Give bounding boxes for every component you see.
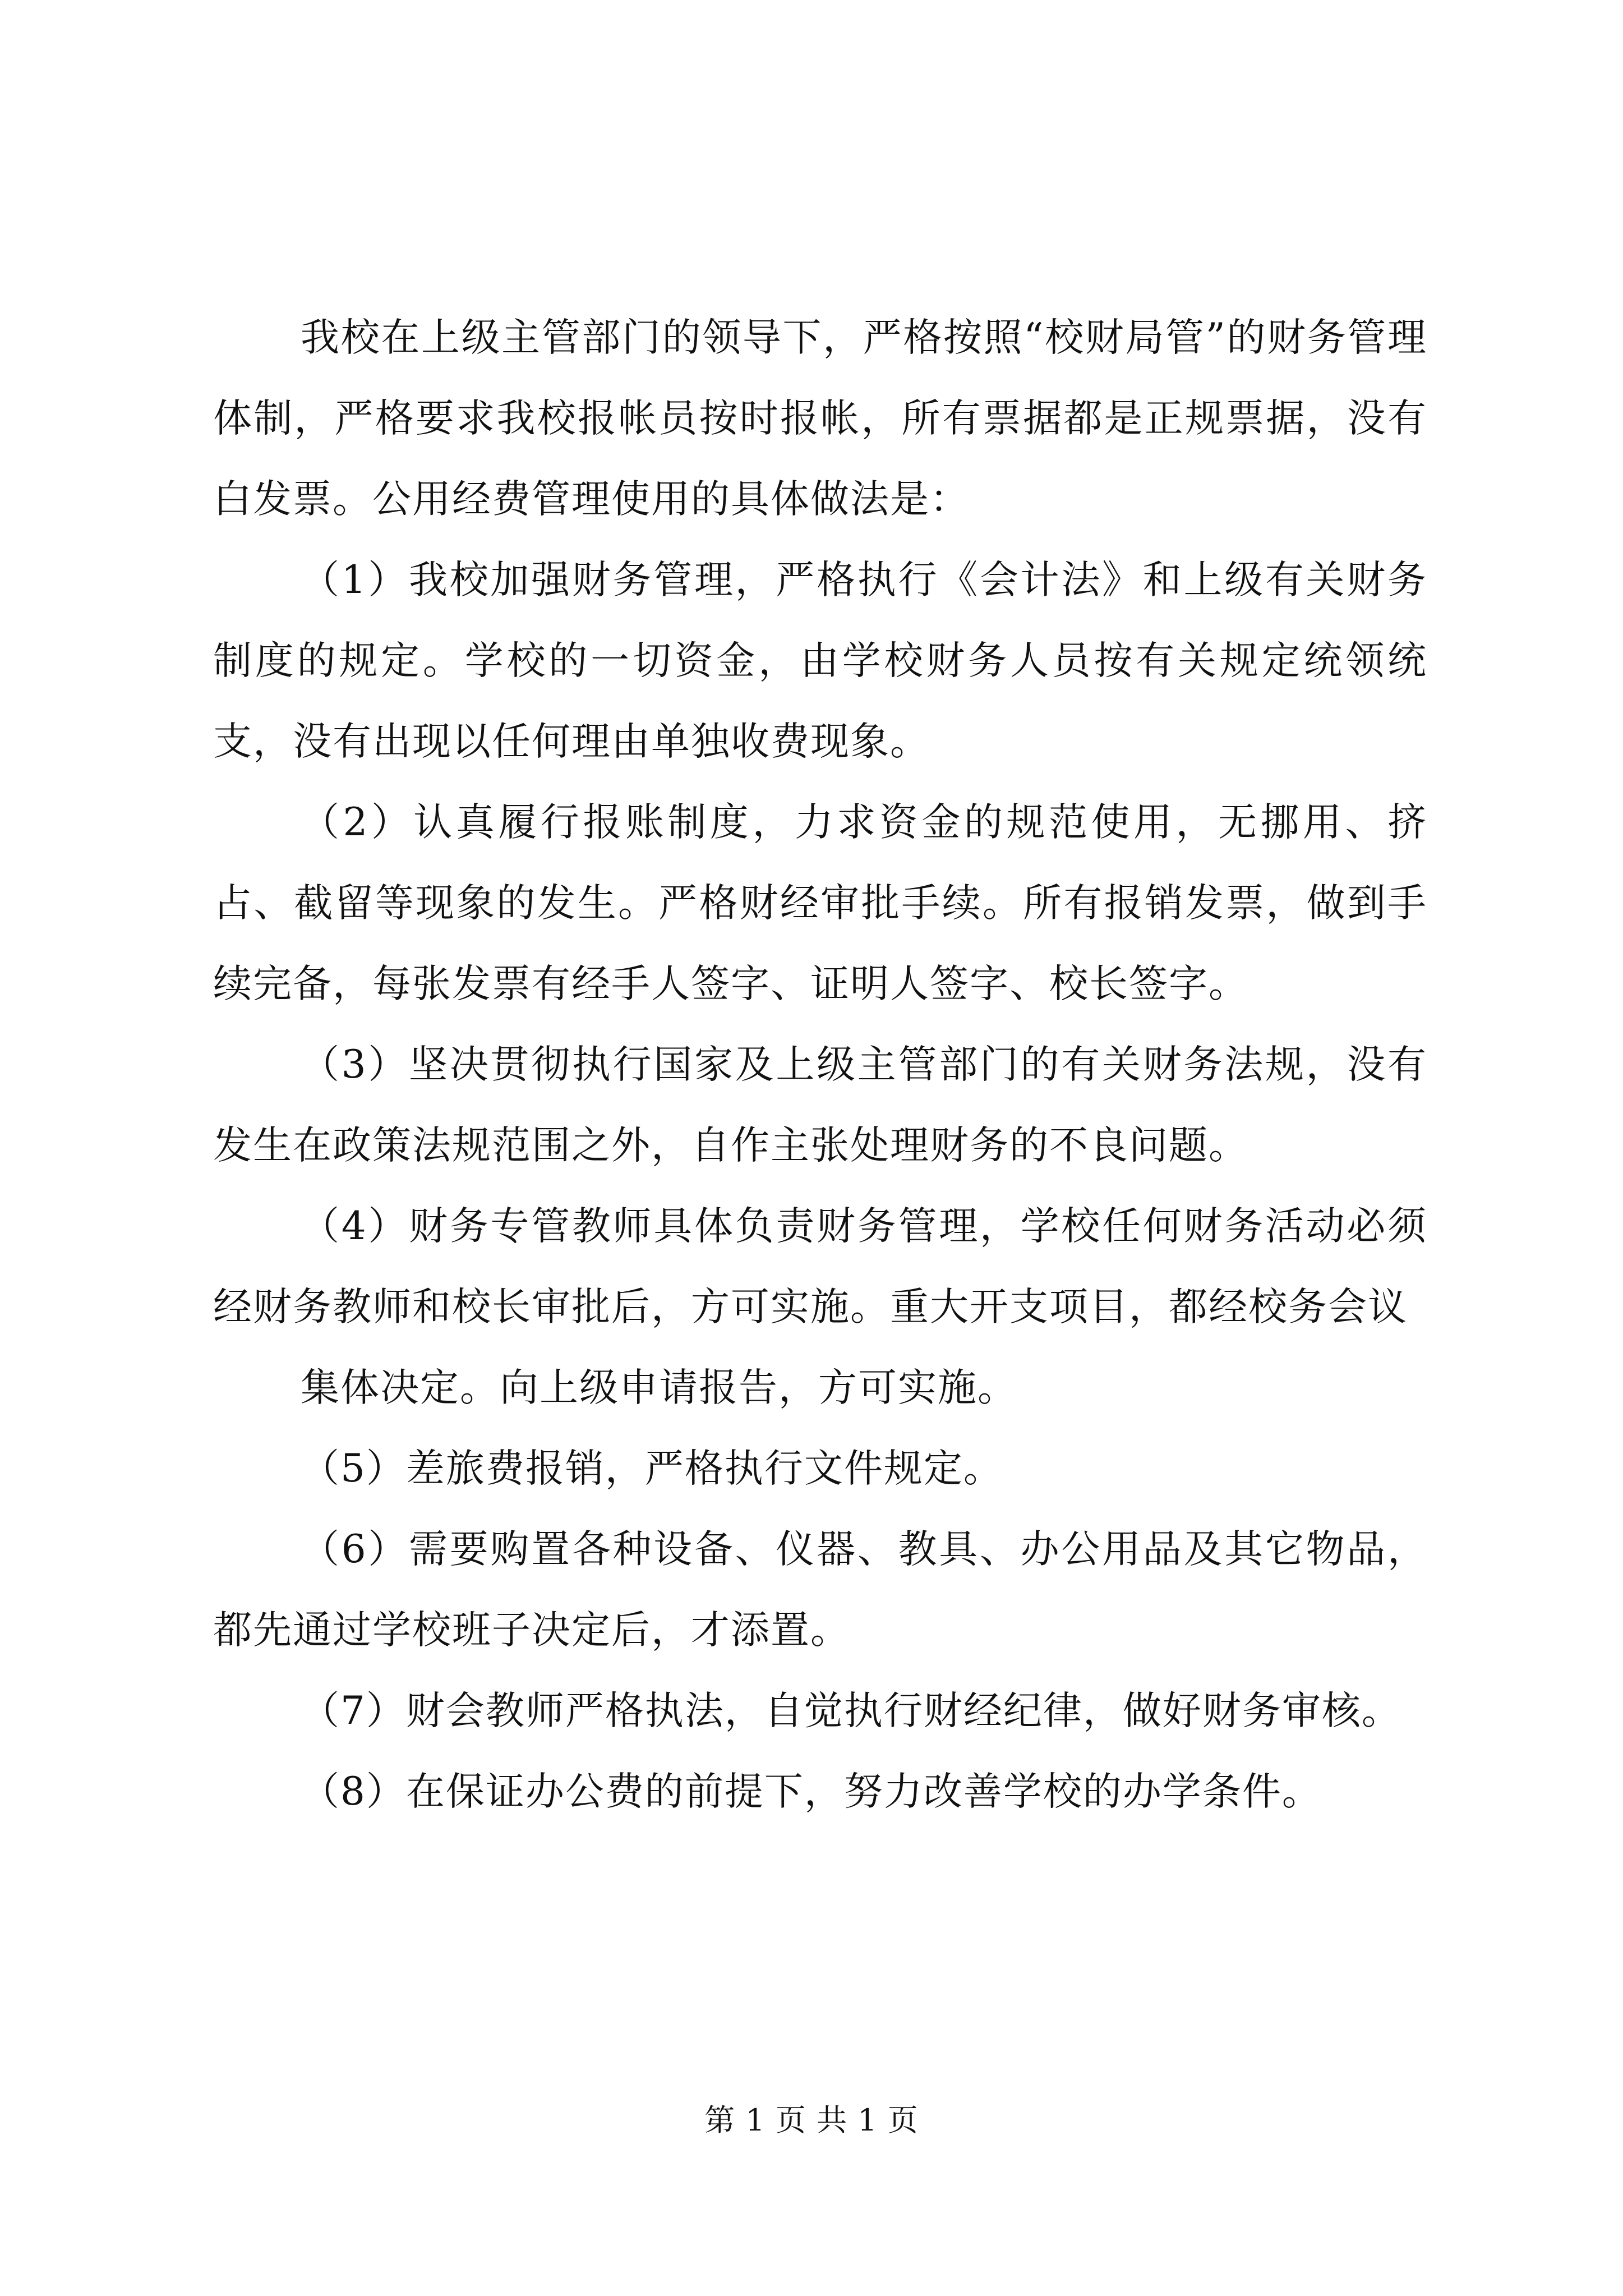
paragraph-item-2: （2）认真履行报账制度，力求资金的规范使用，无挪用、挤占、截留等现象的发生。严格财经审批手续。所有报销发票，做到手续完备，每张发票有经手人签字、证明人签字、校长签字。 <box>213 800 1427 1006</box>
page-number-footer: 第 1 页 共 1 页 <box>704 2102 919 2138</box>
paragraph-item-4-continued: 集体决定。向上级申请报告，方可实施。 <box>301 1365 1017 1410</box>
paragraph-item-6: （6）需要购置各种设备、仪器、教具、办公用品及其它物品，都先通过学校班子决定后，才添置。 <box>213 1527 1427 1653</box>
paragraph-intro: 我校在上级主管部门的领导下，严格按照“校财局管”的财务管理体制，严格要求我校报帐员按时报帐，所有票据都是正规票据，没有白发票。公用经费管理使用的具体做法是： <box>213 315 1427 522</box>
paragraph-item-1: （1）我校加强财务管理，严格执行《会计法》和上级有关财务制度的规定。学校的一切资金，由学校财务人员按有关规定统领统支，没有出现以任何理由单独收费现象。 <box>213 558 1427 764</box>
paragraph-item-8: （8）在保证办公费的前提下，努力改善学校的办学条件。 <box>301 1769 1322 1814</box>
paragraph-item-7: （7）财会教师严格执法，自觉执行财经纪律，做好财务审核。 <box>301 1688 1401 1733</box>
paragraph-item-4: （4）财务专管教师具体负责财务管理，学校任何财务活动必须经财务教师和校长审批后，方可实施。重大开支项目，都经校务会议 <box>213 1204 1427 1329</box>
paragraph-item-3: （3）坚决贯彻执行国家及上级主管部门的有关财务法规，没有发生在政策法规范围之外，自作主张处理财务的不良问题。 <box>213 1042 1427 1168</box>
paragraph-item-5: （5）差旅费报销，严格执行文件规定。 <box>301 1446 1003 1491</box>
document-body <box>213 297 1427 1832</box>
